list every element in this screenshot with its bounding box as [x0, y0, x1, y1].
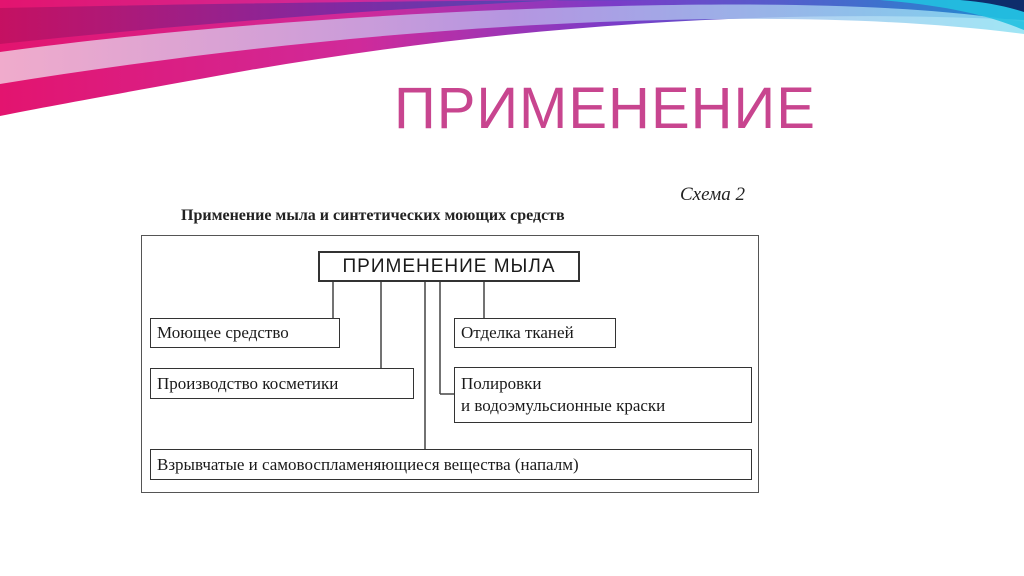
node-polishes-line2: и водоэмульсионные краски	[461, 396, 666, 415]
node-polishes-line1: Полировки	[461, 374, 542, 393]
scheme-caption: Применение мыла и синтетических моющих средств	[181, 207, 565, 224]
node-soap-application: ПРИМЕНЕНИЕ МЫЛА	[318, 251, 580, 282]
node-cosmetics: Производство косметики	[150, 368, 414, 399]
scheme-label: Схема 2	[680, 184, 745, 205]
node-detergent: Моющее средство	[150, 318, 340, 348]
slide-title: ПРИМЕНЕНИЕ	[394, 76, 816, 141]
node-textile-finishing: Отделка тканей	[454, 318, 616, 348]
node-explosives: Взрывчатые и самовоспламеняющиеся вещества (напалм)	[150, 449, 752, 480]
node-polishes-paints	[454, 367, 752, 423]
